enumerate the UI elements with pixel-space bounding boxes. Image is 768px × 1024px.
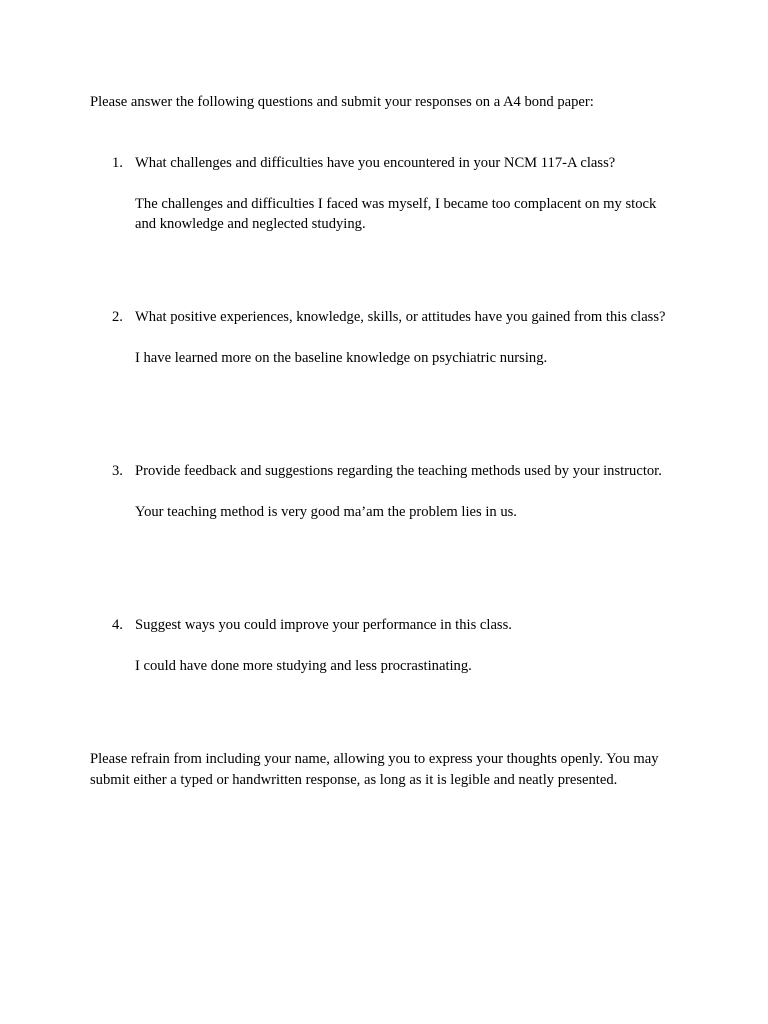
question-text: Suggest ways you could improve your performance in this class. (135, 617, 512, 633)
question-body (135, 153, 680, 235)
question-text: Provide feedback and suggestions regarding the teaching methods used by your instructor. (135, 463, 662, 479)
answer-text: The challenges and difficulties I faced was myself, I became too complacent on my stock and knowledge and neglected studying. (135, 195, 657, 232)
question-number: 4. (112, 617, 123, 633)
instructions-paragraph: Please answer the following questions and submit your responses on a A4 bond paper: (90, 94, 594, 110)
answer-text: Your teaching method is very good ma’am the problem lies in us. (135, 503, 517, 520)
question-text: What challenges and difficulties have you encountered in your NCM 117-A class? (135, 155, 616, 171)
question-number: 1. (112, 155, 123, 171)
question-number: 3. (112, 463, 123, 479)
question-body (135, 307, 680, 368)
answer-text: I have learned more on the baseline knowledge on psychiatric nursing. (135, 349, 548, 366)
closing-paragraph: Please refrain from including your name, allowing you to express your thoughts openly. You may submit either a typed or handwritten response, as long as it is legible and neatly presented. (90, 751, 659, 788)
question-body (135, 461, 680, 522)
question-body (135, 615, 680, 676)
question-text: What positive experiences, knowledge, skills, or attitudes have you gained from this class? (135, 309, 666, 325)
question-number: 2. (112, 309, 123, 325)
answer-text: I could have done more studying and less procrastinating. (135, 657, 472, 674)
